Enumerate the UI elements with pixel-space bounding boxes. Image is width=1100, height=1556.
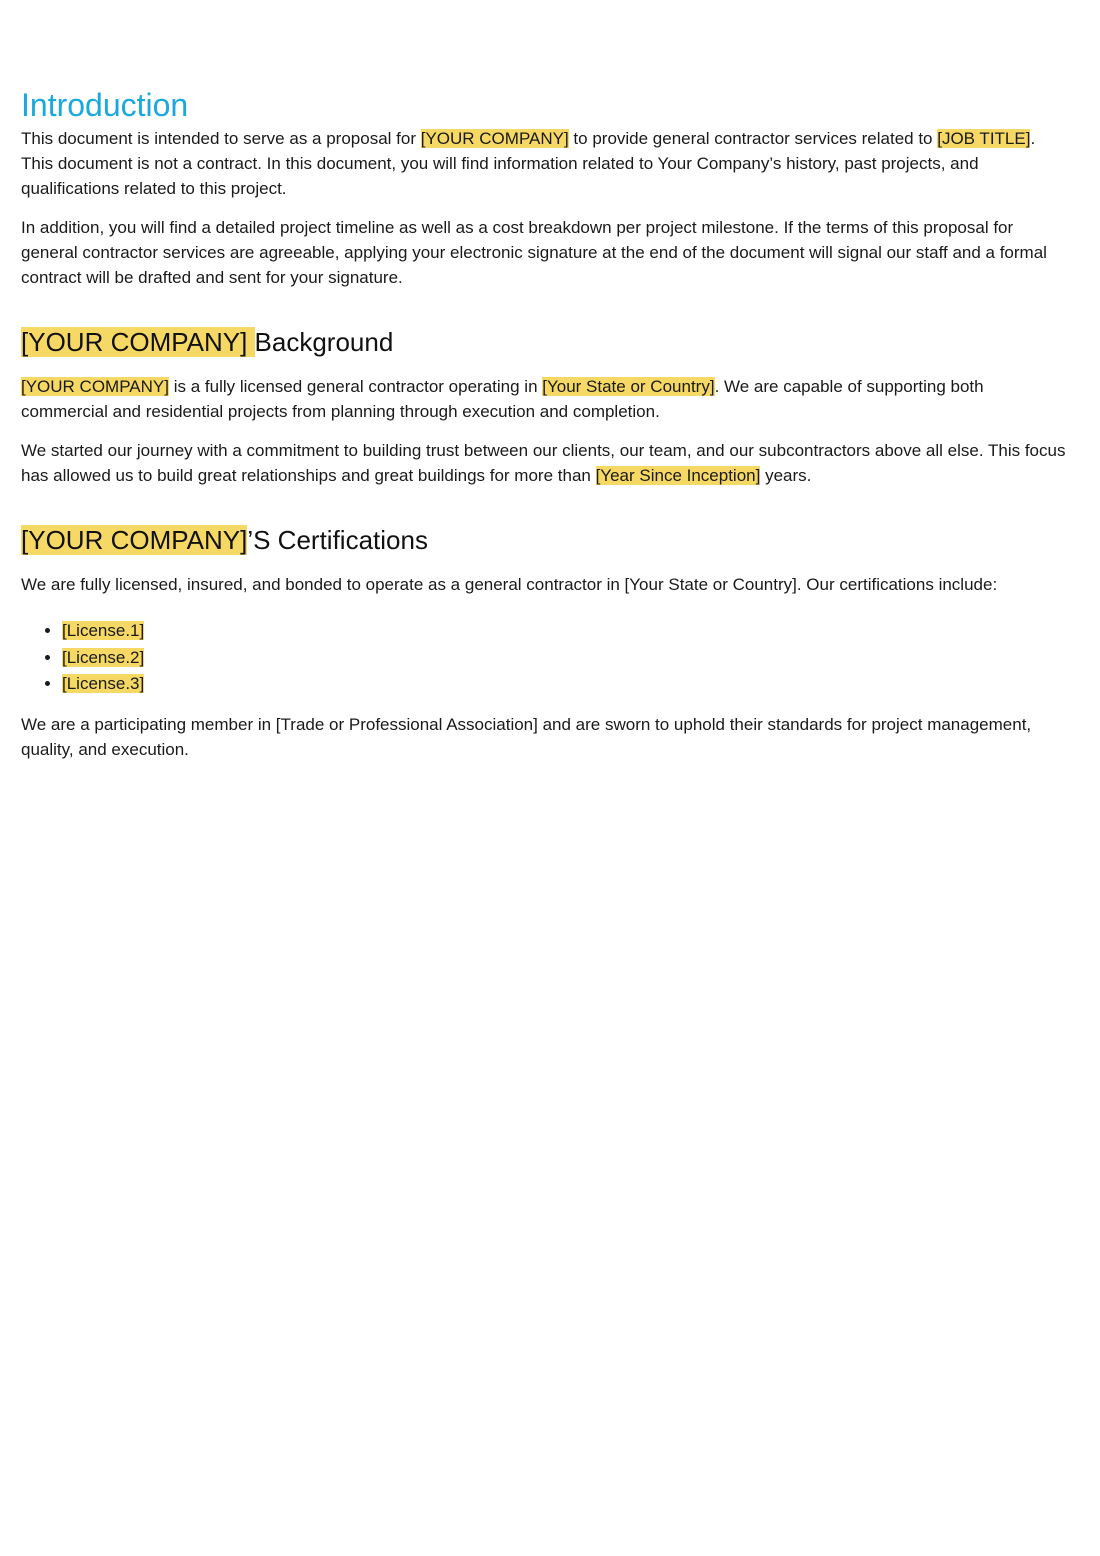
intro-paragraph-1 [21,126,1071,201]
background-p2-text-2: years. [760,466,812,485]
intro-p1-text-2: to provide general contractor services related to [568,129,938,148]
placeholder-your-company: [YOUR COMPANY] [21,377,169,396]
heading-placeholder-your-company: [YOUR COMPANY] [21,327,255,357]
placeholder-year-since-inception: [Year Since Inception] [595,466,761,485]
intro-p1-text-1: This document is intended to serve as a proposal for [21,129,421,148]
heading-placeholder-your-company: [YOUR COMPANY] [21,525,248,555]
placeholder-job-title: [JOB TITLE] [937,129,1031,148]
document-page [21,86,1071,762]
license-list [21,618,1071,698]
license-placeholder: [License.1] [62,621,145,640]
background-p2-text-1: We started our journey with a commitment to building trust between our clients, our team, and our subcontractors above all else. This focus has allowed us to build great relationships and great buildings for more than [21,441,1066,485]
license-placeholder: [License.3] [62,674,145,693]
intro-paragraph-2: In addition, you will find a detailed project timeline as well as a cost breakdown per project milestone. If the terms of this proposal for general contractor services are agreeable, applying your electronic signature at the end of the document will signal our staff and a formal contract will be drafted and sent for your signature. [21,218,1047,287]
background-p1-text-2: . We are capable of supporting both commercial and residential projects from planning through execution and completion. [21,377,984,421]
certifications-heading-text: ’S Certifications [247,525,428,555]
background-paragraph-1 [21,374,1071,424]
association-paragraph: We are a participating member in [Trade or Professional Association] and are sworn to uphold their standards for project management, quality, and execution. [21,714,1032,759]
list-item [62,645,1071,672]
list-item [62,618,1071,645]
background-heading-text: Background [254,327,394,357]
placeholder-state-or-country: [Your State or Country] [542,377,715,396]
list-item [62,671,1071,698]
placeholder-your-company: [YOUR COMPANY] [420,129,569,148]
certifications-heading [21,522,1071,558]
background-p1-text-1: is a fully licensed general contractor operating in [168,377,543,396]
background-heading [21,324,1071,360]
certifications-intro: We are fully licensed, insured, and bonded to operate as a general contractor in [Your State or Country]. Our certifications include: [21,575,998,594]
intro-p1-text-3: . This document is not a contract. In this document, you will find information related to Your Company’s history, past projects, and qualifications related to this project. [21,129,1036,198]
background-paragraph-2 [21,438,1071,488]
license-placeholder: [License.2] [62,647,145,667]
introduction-title: Introduction [21,87,189,123]
